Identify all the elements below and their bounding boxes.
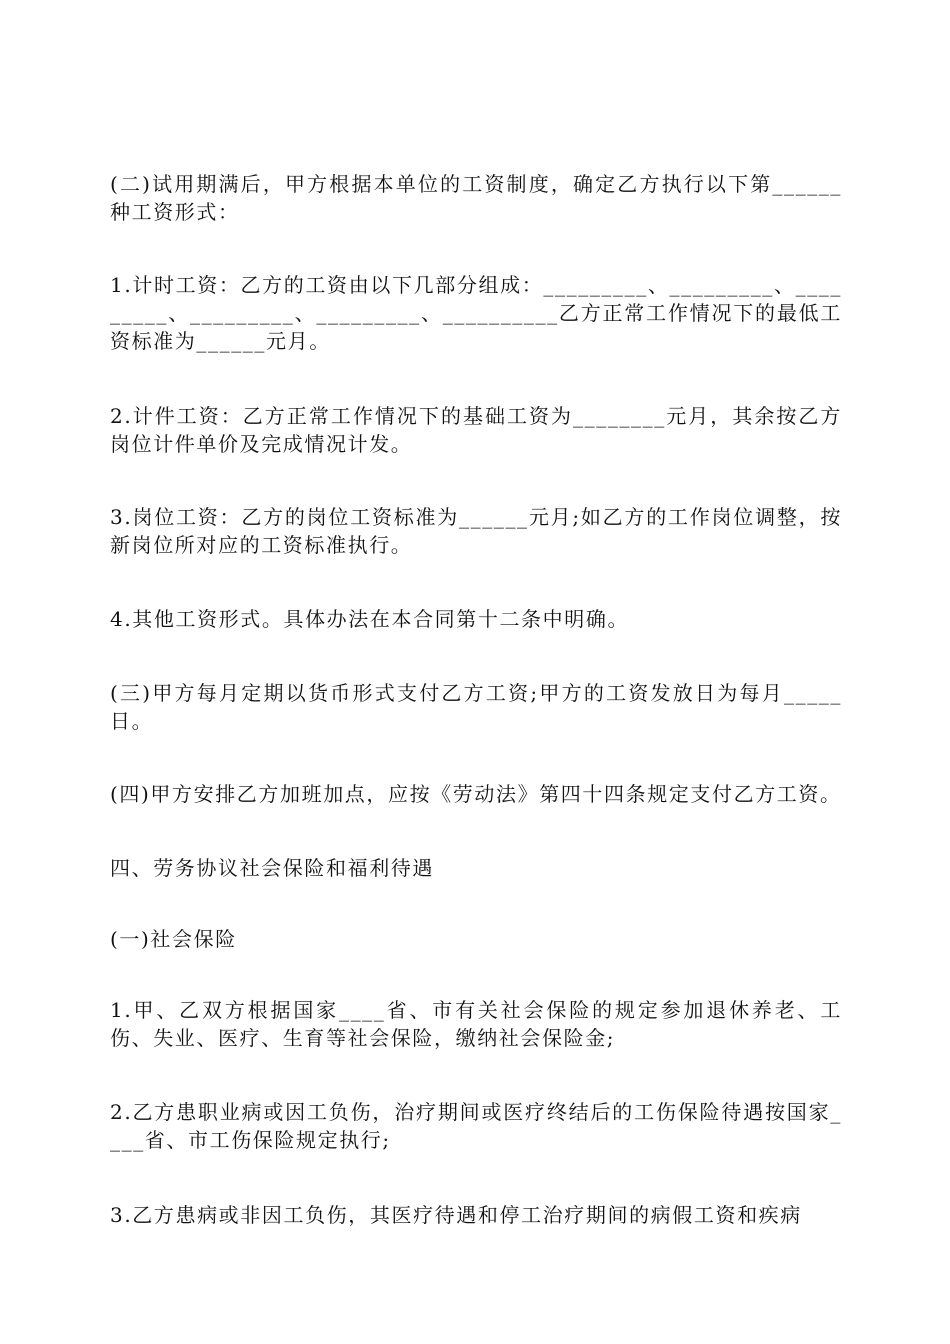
paragraph-overtime: (四)甲方安排乙方加班加点，应按《劳动法》第四十四条规定支付乙方工资。 <box>110 782 842 806</box>
paragraph-other-wage: 4.其他工资形式。具体办法在本合同第十二条中明确。 <box>110 607 630 631</box>
paragraph-position-wage: 3.岗位工资：乙方的岗位工资标准为______元月;如乙方的工作岗位调整，按新岗位所对应的工资标准执行。 <box>110 505 842 557</box>
subsection-heading-social-insurance: (一)社会保险 <box>110 927 237 951</box>
document-page <box>110 170 842 1272</box>
paragraph-payment-date: (三)甲方每月定期以货币形式支付乙方工资;甲方的工资发放日为每月_____日。 <box>110 681 842 733</box>
section-heading-insurance: 四、劳务协议社会保险和福利待遇 <box>110 856 434 880</box>
paragraph-insurance-participation: 1.甲、乙双方根据国家____省、市有关社会保险的规定参加退休养老、工伤、失业、医疗、生育等社会保险，缴纳社会保险金; <box>110 998 842 1050</box>
paragraph-piece-wage: 2.计件工资：乙方正常工作情况下的基础工资为________元月，其余按乙方岗位计件单价及完成情况计发。 <box>110 404 842 456</box>
paragraph-work-injury: 2.乙方患职业病或因工负伤，治疗期间或医疗终结后的工伤保险待遇按国家____省、市工伤保险规定执行; <box>110 1100 842 1152</box>
paragraph-probation-salary: (二)试用期满后，甲方根据本单位的工资制度，确定乙方执行以下第______种工资形式： <box>110 172 842 224</box>
paragraph-sickness: 3.乙方患病或非因工负伤，其医疗待遇和停工治疗期间的病假工资和疾病 <box>110 1203 802 1227</box>
paragraph-time-wage: 1.计时工资：乙方的工资由以下几部分组成：_________、_________、_________、_________、_________、__________乙方正常工作情况下的最低工资标准为______元月。 <box>110 273 842 353</box>
